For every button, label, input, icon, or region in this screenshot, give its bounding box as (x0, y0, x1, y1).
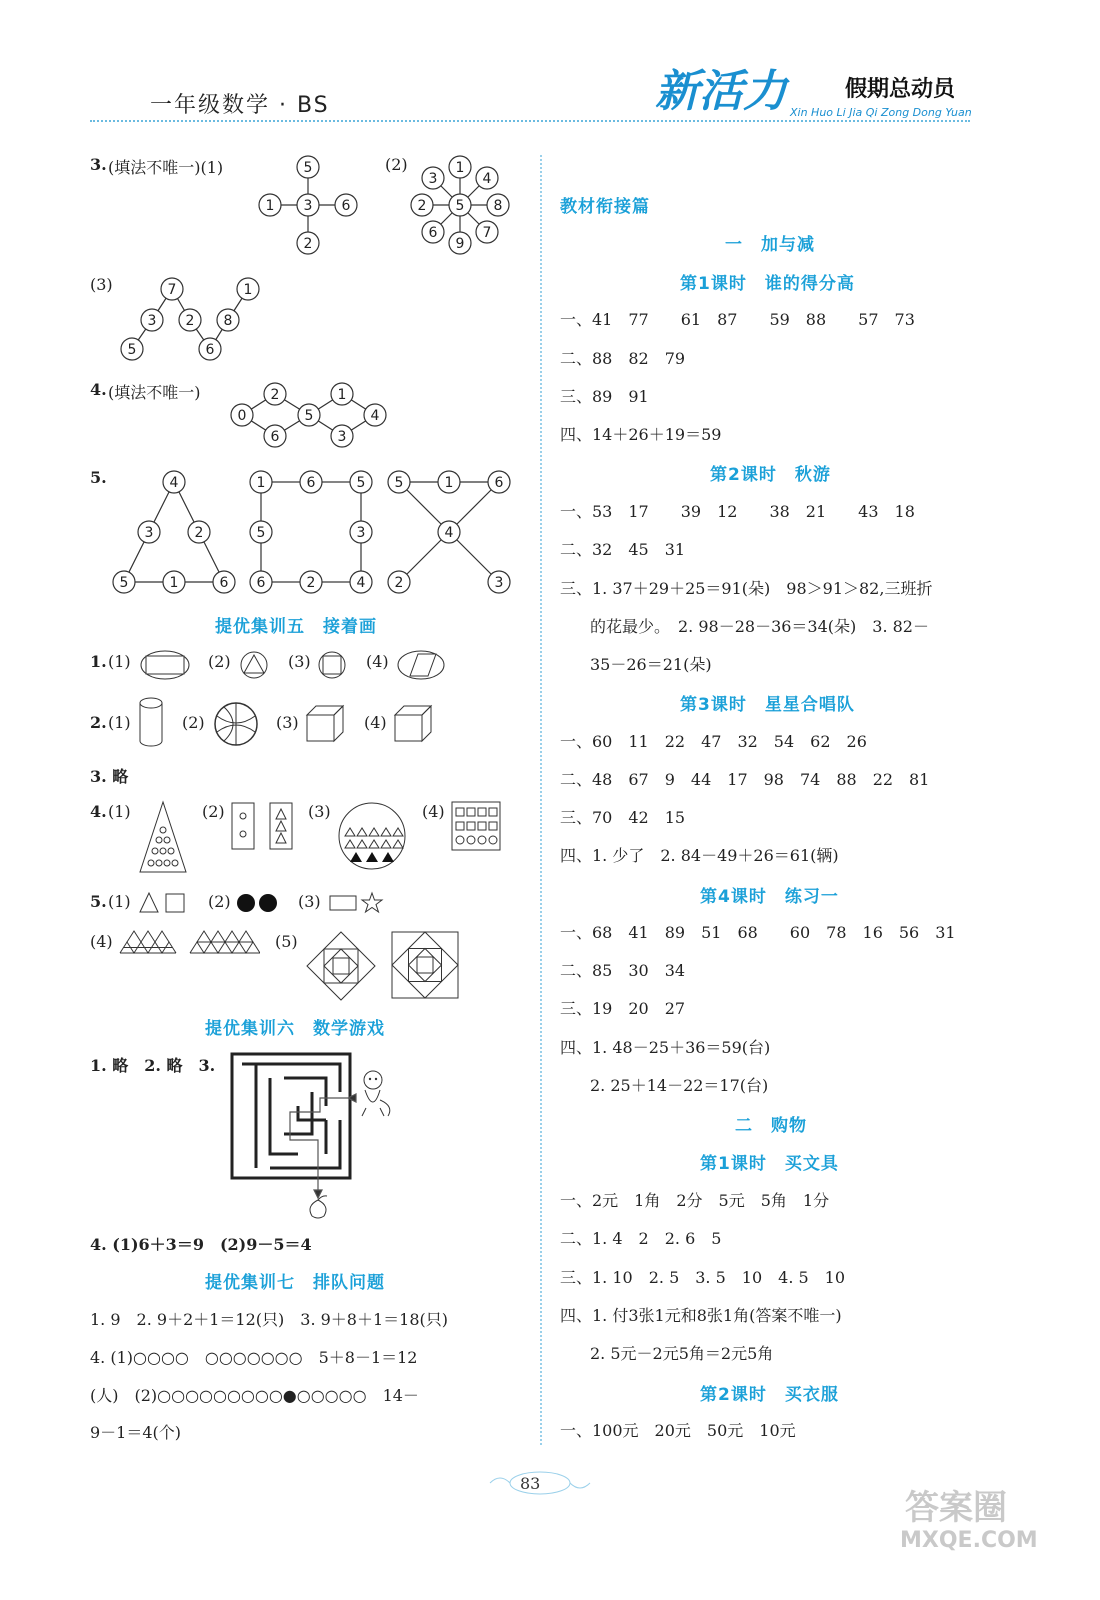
circle-num: 9 (455, 236, 465, 252)
parallelogram-in-oval-icon (396, 648, 446, 682)
circle-num: 3 (144, 525, 154, 541)
circle-num: 4 (356, 575, 366, 591)
s7-q1-3: 1. 9 2. 9＋2＋1＝12(只) 3. 9＋8＋1＝18(只) (90, 1310, 449, 1329)
q3-label: 3. (90, 155, 107, 174)
lesson-title: 第2课时 买衣服 (700, 1385, 839, 1405)
lesson-title: 第2课时 秋游 (710, 465, 831, 485)
circle-num: 4 (444, 525, 454, 541)
q3-part3: (3) (90, 275, 113, 294)
q5c-bowtie (383, 468, 518, 596)
circle-num: 1 (455, 160, 465, 176)
q5-label: 5. (90, 468, 107, 487)
circle-num: 3 (356, 525, 366, 541)
circle-num: 5 (356, 475, 366, 491)
part-label: (2) (208, 892, 231, 911)
s6-q1-3: 1. 略 2. 略 3. (90, 1056, 216, 1075)
s5-q3-answer: 3. 略 (90, 767, 129, 786)
answer-line: 一、53 17 39 12 38 21 43 18 (560, 502, 915, 521)
circle-num: 6 (205, 342, 215, 358)
circle-num: 2 (185, 313, 195, 329)
answer-line: 二、32 45 31 (560, 540, 686, 559)
part-heading: 教材衔接篇 (560, 197, 650, 217)
answer-line: 四、1. 48－25＋36＝59(台) (560, 1038, 771, 1057)
answer-line: 一、2元 1角 2分 5元 5角 1分 (560, 1191, 830, 1210)
answer-line: 四、1. 少了 2. 84－49＋26＝61(辆) (560, 846, 839, 865)
answer-line: 二、48 67 9 44 17 98 74 88 22 81 (560, 770, 930, 789)
nested-diamond-figure-a (305, 930, 377, 1002)
circle-num: 5 (127, 342, 137, 358)
circle-num: 0 (237, 408, 247, 424)
circle-num: 6 (306, 475, 316, 491)
section-title-7: 提优集训七 排队问题 (205, 1273, 385, 1293)
q4-diagram (225, 378, 395, 450)
basketball-icon (212, 700, 260, 748)
lesson-title: 第1课时 买文具 (700, 1154, 839, 1174)
circle-num: 3 (428, 171, 438, 187)
circle-num: 3 (303, 198, 313, 214)
part-label: (3) (298, 892, 321, 911)
answer-line: 二、1. 4 2 2. 6 5 (560, 1229, 722, 1248)
answer-line: 一、60 11 22 47 32 54 62 26 (560, 732, 867, 751)
answer-line: 三、1. 37＋29＋25＝91(朵) 98＞91＞82,三班折 (560, 579, 933, 598)
circle-num: 5 (119, 575, 129, 591)
q3-part2: (2) (385, 155, 408, 174)
circle-num: 1 (265, 198, 275, 214)
circle-num: 1 (169, 575, 179, 591)
circle-num: 5 (304, 408, 314, 424)
part-label: (1) (108, 802, 131, 821)
circle-num: 6 (256, 575, 266, 591)
answer-line: 三、19 20 27 (560, 999, 686, 1018)
oval-in-rect-icon (138, 648, 192, 682)
black-dots-answer (236, 890, 280, 916)
part-label: (3) (288, 652, 311, 671)
part-label: (2) (202, 802, 225, 821)
watermark-logo: 答案圈 (905, 1488, 1007, 1528)
triangle-in-circle-icon (238, 650, 270, 680)
cube-icon (392, 702, 434, 744)
q4-note: (填法不唯一) (108, 383, 201, 402)
header-divider (90, 120, 970, 122)
answer-line: 三、89 91 (560, 387, 649, 406)
q3b-diagram (405, 150, 515, 260)
q5b-square (245, 468, 380, 596)
circle-num: 6 (219, 575, 229, 591)
answer-line: 一、100元 20元 50元 10元 (560, 1421, 796, 1440)
circle-num: 6 (428, 225, 438, 241)
part-label: (5) (275, 932, 298, 951)
circle-triangle-pattern (336, 800, 408, 872)
part-label: (3) (308, 802, 331, 821)
part-label: (4) (366, 652, 389, 671)
s5-q4-label: 4. (90, 802, 107, 821)
s6-q4: 4. (1)6＋3＝9 (2)9－5＝4 (90, 1235, 312, 1254)
circle-num: 1 (243, 282, 253, 298)
section-title-5: 提优集训五 接着画 (215, 617, 377, 637)
brand-tagline: 假期总动员 (845, 77, 956, 102)
circle-num: 1 (256, 475, 266, 491)
square-in-circle-icon (316, 650, 348, 680)
part-label: (1) (108, 652, 131, 671)
circle-num: 7 (482, 225, 492, 241)
lesson-title: 第4课时 练习一 (700, 887, 839, 907)
q3c-diagram (110, 272, 270, 367)
rect-pattern (230, 800, 296, 852)
part-label: (4) (90, 932, 113, 951)
part-label: (4) (364, 713, 387, 732)
lesson-title: 第1课时 谁的得分高 (680, 274, 855, 294)
q5a-triangle (108, 468, 248, 596)
circle-num: 6 (341, 198, 351, 214)
monkey-icon (362, 1071, 390, 1116)
circle-num: 5 (455, 198, 465, 214)
circle-num: 2 (394, 575, 404, 591)
circle-num: 6 (494, 475, 504, 491)
nested-square-figure-b (390, 930, 460, 1002)
part-label: (1) (108, 713, 131, 732)
triangle-square-answer (138, 890, 190, 916)
circle-num: 3 (147, 313, 157, 329)
lesson-title: 第3课时 星星合唱队 (680, 695, 855, 715)
answer-line: 二、88 82 79 (560, 349, 686, 368)
q4-label: 4. (90, 380, 107, 399)
watermark-url: MXQE.COM (900, 1528, 1038, 1553)
circle-num: 5 (303, 160, 313, 176)
s7-q4-line2: (人) (2)○○○○○○○○○●○○○○○ 14－ (90, 1386, 419, 1405)
circle-num: 5 (256, 525, 266, 541)
circle-num: 4 (482, 171, 492, 187)
part-label: (2) (182, 713, 205, 732)
circle-num: 1 (444, 475, 454, 491)
s7-q4-line1: 4. (1)○○○○ ○○○○○○○ 5＋8－1＝12 (90, 1348, 418, 1367)
unit-title-2: 二 购物 (735, 1116, 807, 1136)
circle-num: 2 (417, 198, 427, 214)
maze-diagram (228, 1050, 398, 1220)
brand-logo-text: 新活力 (655, 66, 787, 117)
column-divider (540, 155, 542, 1445)
answer-line: 的花最少。 2. 98－28－36＝34(朵) 3. 82－ (590, 617, 929, 636)
section-title-6: 提优集训六 数学游戏 (205, 1019, 385, 1039)
s5-q1-label: 1. (90, 652, 107, 671)
cylinder-icon (136, 695, 166, 749)
brand-pinyin: Xin Huo Li Jia Qi Zong Dong Yuan (790, 106, 972, 119)
circle-num: 2 (270, 387, 280, 403)
cube-icon (304, 702, 346, 744)
answer-line: 一、68 41 89 51 68 60 78 16 56 31 (560, 923, 956, 942)
circle-num: 2 (306, 575, 316, 591)
circle-num: 8 (493, 198, 503, 214)
triangle-circles-pattern (138, 800, 188, 876)
unit-title-1: 一 加与减 (725, 235, 815, 255)
circle-num: 7 (167, 282, 177, 298)
circle-num: 4 (370, 408, 380, 424)
circle-num: 3 (494, 575, 504, 591)
answer-line: 2. 25＋14－22＝17(台) (590, 1076, 769, 1095)
s5-q5-label: 5. (90, 892, 107, 911)
answer-line: 二、85 30 34 (560, 961, 686, 980)
q3a-diagram (250, 150, 370, 260)
answer-line: 2. 5元－2元5角＝2元5角 (590, 1344, 774, 1363)
circle-num: 2 (194, 525, 204, 541)
circle-num: 8 (223, 313, 233, 329)
answer-line: 四、14＋26＋19＝59 (560, 425, 722, 444)
part-label: (3) (276, 713, 299, 732)
square-grid-pattern (450, 800, 502, 852)
circle-num: 4 (169, 475, 179, 491)
q3-note: (填法不唯一)(1) (108, 158, 224, 177)
circle-num: 6 (270, 429, 280, 445)
s5-q2-label: 2. (90, 713, 107, 732)
header-subject: 一年级数学 · BS (150, 93, 330, 118)
answer-line: 一、41 77 61 87 59 88 57 73 (560, 310, 915, 329)
triangle-rows-answer (118, 928, 260, 956)
rect-star-answer (328, 890, 384, 916)
answer-line: 四、1. 付3张1元和8张1角(答案不唯一) (560, 1306, 842, 1325)
answer-line: 三、1. 10 2. 5 3. 5 10 4. 5 10 (560, 1268, 846, 1287)
page-number: 83 (520, 1474, 541, 1493)
answer-line: 35－26＝21(朵) (590, 655, 712, 674)
circle-num: 2 (303, 236, 313, 252)
answer-line: 三、70 42 15 (560, 808, 686, 827)
circle-num: 3 (337, 429, 347, 445)
peach-icon (310, 1196, 327, 1218)
part-label: (4) (422, 802, 445, 821)
s7-q4-line3: 9－1＝4(个) (90, 1423, 182, 1442)
circle-num: 1 (337, 387, 347, 403)
circle-num: 5 (394, 475, 404, 491)
part-label: (2) (208, 652, 231, 671)
part-label: (1) (108, 892, 131, 911)
